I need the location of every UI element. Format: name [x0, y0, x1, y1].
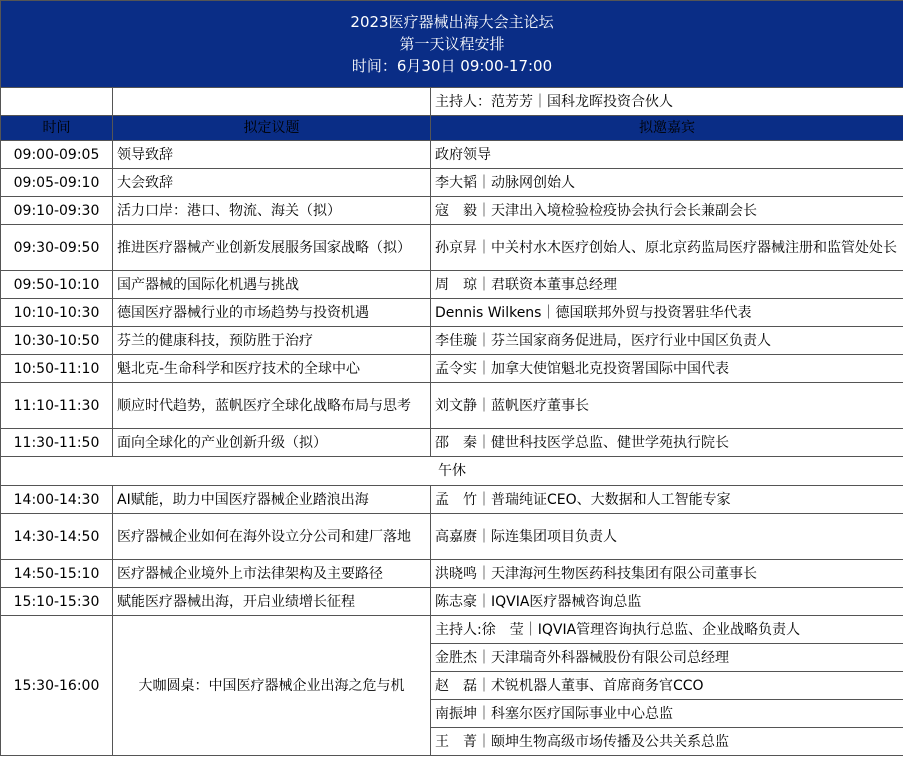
- row-guest: 孟 竹｜普瑞纯证CEO、大数据和人工智能专家: [431, 486, 903, 514]
- row-topic: 赋能医疗器械出海，开启业绩增长征程: [113, 588, 431, 616]
- table-row: [1, 560, 903, 588]
- table-row: [1, 514, 903, 560]
- table-row: [1, 588, 903, 616]
- table-row: [1, 141, 903, 169]
- empty-cell: [113, 88, 431, 116]
- header-time: 时间: [1, 116, 113, 141]
- row-guest: 政府领导: [431, 141, 903, 169]
- banner-subtitle: 第一天议程安排: [399, 35, 505, 53]
- row-guest: 周 琼｜君联资本董事总经理: [431, 271, 903, 299]
- roundtable-row: [1, 616, 903, 644]
- row-guest: 邵 秦｜健世科技医学总监、健世学苑执行院长: [431, 429, 903, 457]
- banner-title: 2023医疗器械出海大会主论坛: [350, 13, 554, 31]
- row-topic: 活力口岸：港口、物流、海关（拟）: [113, 197, 431, 225]
- banner: [1, 1, 903, 88]
- row-time: 09:05-09:10: [1, 169, 113, 197]
- row-time: 14:50-15:10: [1, 560, 113, 588]
- table-row: [1, 355, 903, 383]
- row-topic: 顺应时代趋势，蓝帆医疗全球化战略布局与思考: [113, 383, 431, 429]
- table-row: [1, 197, 903, 225]
- row-topic: 医疗器械企业境外上市法律架构及主要路径: [113, 560, 431, 588]
- row-topic: 医疗器械企业如何在海外设立分公司和建厂落地: [113, 514, 431, 560]
- row-time: 10:50-11:10: [1, 355, 113, 383]
- lunch-break: 午休: [1, 457, 903, 486]
- row-time: 11:30-11:50: [1, 429, 113, 457]
- row-guest: Dennis Wilkens｜德国联邦外贸与投资署驻华代表: [431, 299, 903, 327]
- roundtable-guest: 赵 磊｜术锐机器人董事、首席商务官CCO: [431, 672, 903, 700]
- table-row: [1, 383, 903, 429]
- table-row: [1, 225, 903, 271]
- row-guest: 陈志豪｜IQVIA医疗器械咨询总监: [431, 588, 903, 616]
- row-topic: 国产器械的国际化机遇与挑战: [113, 271, 431, 299]
- row-time: 10:30-10:50: [1, 327, 113, 355]
- empty-cell: [1, 88, 113, 116]
- row-guest: 孟令实｜加拿大使馆魁北克投资署国际中国代表: [431, 355, 903, 383]
- table-row: [1, 299, 903, 327]
- banner-time: 时间：6月30日 09:00-17:00: [351, 57, 553, 75]
- table-row: [1, 429, 903, 457]
- row-guest: 洪晓鸣｜天津海河生物医药科技集团有限公司董事长: [431, 560, 903, 588]
- row-time: 09:30-09:50: [1, 225, 113, 271]
- forum-host: 主持人：范芳芳｜国科龙晖投资合伙人: [431, 88, 903, 116]
- header-topic: 拟定议题: [113, 116, 431, 141]
- row-topic: 面向全球化的产业创新升级（拟）: [113, 429, 431, 457]
- table-row: [1, 486, 903, 514]
- row-guest: 李佳璇｜芬兰国家商务促进局，医疗行业中国区负责人: [431, 327, 903, 355]
- row-guest: 高嘉赓｜际连集团项目负责人: [431, 514, 903, 560]
- row-topic: 推进医疗器械产业创新发展服务国家战略（拟）: [113, 225, 431, 271]
- table-row: [1, 169, 903, 197]
- row-time: 09:10-09:30: [1, 197, 113, 225]
- row-topic: 魁北克-生命科学和医疗技术的全球中心: [113, 355, 431, 383]
- lunch-row: [1, 457, 903, 486]
- row-time: 11:10-11:30: [1, 383, 113, 429]
- row-time: 14:00-14:30: [1, 486, 113, 514]
- row-topic: AI赋能，助力中国医疗器械企业踏浪出海: [113, 486, 431, 514]
- roundtable-guest: 南振坤｜科塞尔医疗国际事业中心总监: [431, 700, 903, 728]
- header-guest: 拟邀嘉宾: [431, 116, 903, 141]
- row-guest: 李大韬｜动脉网创始人: [431, 169, 903, 197]
- row-topic: 芬兰的健康科技，预防胜于治疗: [113, 327, 431, 355]
- roundtable-guest: 金胜杰｜天津瑞奇外科器械股份有限公司总经理: [431, 644, 903, 672]
- row-guest: 寇 毅｜天津出入境检验检疫协会执行会长兼副会长: [431, 197, 903, 225]
- row-topic: 领导致辞: [113, 141, 431, 169]
- row-time: 10:10-10:30: [1, 299, 113, 327]
- table-row: [1, 327, 903, 355]
- row-guest: 刘文静｜蓝帆医疗董事长: [431, 383, 903, 429]
- banner-row: [1, 1, 903, 88]
- row-time: 14:30-14:50: [1, 514, 113, 560]
- row-time: 09:00-09:05: [1, 141, 113, 169]
- header-row: [1, 116, 903, 141]
- row-time: 15:10-15:30: [1, 588, 113, 616]
- row-topic: 大会致辞: [113, 169, 431, 197]
- row-topic: 德国医疗器械行业的市场趋势与投资机遇: [113, 299, 431, 327]
- roundtable-topic: 大咖圆桌：中国医疗器械企业出海之危与机: [113, 616, 431, 756]
- roundtable-time: 15:30-16:00: [1, 616, 113, 756]
- row-time: 09:50-10:10: [1, 271, 113, 299]
- roundtable-guest: 王 菁｜颐坤生物高级市场传播及公共关系总监: [431, 728, 903, 756]
- table-row: [1, 271, 903, 299]
- roundtable-guest: 主持人:徐 莹｜IQVIA管理咨询执行总监、企业战略负责人: [431, 616, 903, 644]
- host-row: [1, 88, 903, 116]
- row-guest: 孙京昇｜中关村水木医疗创始人、原北京药监局医疗器械注册和监管处处长: [431, 225, 903, 271]
